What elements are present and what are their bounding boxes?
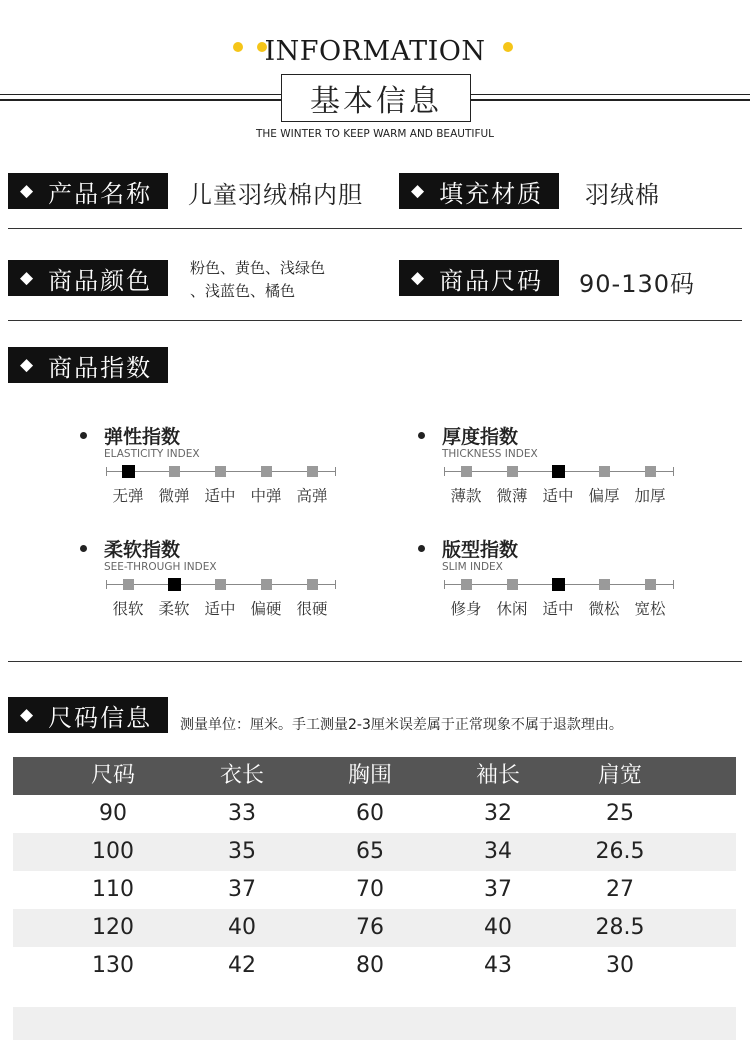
divider	[8, 661, 742, 662]
table-empty-row	[13, 1007, 736, 1040]
table-row	[13, 795, 736, 833]
table-cell: 120	[92, 915, 134, 940]
divider	[8, 228, 742, 229]
table-cell: 35	[228, 839, 256, 864]
tag-product-size	[399, 260, 559, 296]
table-cell: 袖长	[475, 763, 520, 788]
scale-label: 微松	[588, 600, 620, 618]
index-title: 厚度指数	[442, 426, 519, 448]
scale-end-tick	[444, 467, 445, 476]
index-labels	[418, 597, 678, 619]
header-rule-left-top	[0, 94, 281, 95]
table-cell: 80	[356, 953, 384, 978]
index-scale	[444, 577, 674, 591]
scale-marker	[215, 579, 226, 590]
table-cell: 42	[228, 953, 256, 978]
table-cell: 25	[606, 801, 634, 826]
diamond-icon: ◆	[20, 355, 36, 375]
scale-label: 微薄	[496, 487, 528, 505]
table-cell: 90	[99, 801, 127, 826]
scale-end-tick	[106, 580, 107, 589]
diamond-icon: ◆	[20, 268, 36, 288]
tag-product-color	[8, 260, 168, 296]
bullet-icon	[80, 545, 87, 552]
tag-product-name	[8, 173, 168, 209]
index-scale	[106, 577, 336, 591]
scale-marker-selected	[552, 465, 565, 478]
scale-label: 薄款	[450, 487, 482, 505]
index-english: THICKNESS INDEX	[442, 448, 538, 460]
scale-end-tick	[673, 467, 674, 476]
scale-marker-selected	[168, 578, 181, 591]
table-row	[13, 871, 736, 909]
tag-label: 商品指数	[48, 353, 153, 382]
scale-label: 适中	[542, 600, 574, 618]
measurement-note: 测量单位：厘米。手工测量2-3厘米误差属于正常现象不属于退款理由。	[180, 717, 623, 733]
scale-label: 很软	[112, 600, 144, 618]
scale-marker-selected	[552, 578, 565, 591]
product-color-value	[190, 257, 325, 303]
scale-label: 很硬	[296, 600, 328, 618]
header-subtitle-box: 基本信息	[281, 74, 471, 122]
header-tagline: THE WINTER TO KEEP WARM AND BEAUTIFUL	[255, 128, 495, 140]
scale-label: 高弹	[296, 487, 328, 505]
scale-marker	[215, 466, 226, 477]
scale-marker	[307, 466, 318, 477]
tag-label: 填充材质	[439, 179, 544, 208]
table-cell: 33	[228, 801, 256, 826]
diamond-icon: ◆	[20, 181, 36, 201]
table-cell: 130	[92, 953, 134, 978]
scale-label: 偏硬	[250, 600, 282, 618]
index-title: 弹性指数	[104, 426, 181, 448]
tag-label: 尺码信息	[48, 703, 153, 732]
index-english: SLIM INDEX	[442, 561, 503, 573]
divider	[8, 320, 742, 321]
scale-marker	[169, 466, 180, 477]
scale-marker	[507, 579, 518, 590]
scale-end-tick	[335, 580, 336, 589]
scale-label: 偏厚	[588, 487, 620, 505]
index-scale	[444, 464, 674, 478]
scale-label: 适中	[204, 600, 236, 618]
table-cell: 衣长	[219, 763, 264, 788]
tag-label: 商品尺码	[439, 266, 544, 295]
table-cell: 27	[606, 877, 634, 902]
scale-label: 适中	[542, 487, 574, 505]
bullet-icon	[80, 432, 87, 439]
index-english: ELASTICITY INDEX	[104, 448, 200, 460]
index-title: 版型指数	[442, 539, 519, 561]
table-row	[13, 833, 736, 871]
diamond-icon: ◆	[20, 705, 36, 725]
table-cell: 37	[228, 877, 256, 902]
scale-label: 适中	[204, 487, 236, 505]
table-row	[13, 909, 736, 947]
color-line-1: 粉色、黄色、浅绿色	[190, 259, 326, 277]
scale-marker	[645, 579, 656, 590]
table-cell: 32	[484, 801, 512, 826]
scale-marker	[123, 579, 134, 590]
index-labels	[418, 484, 678, 506]
scale-marker	[599, 579, 610, 590]
index-labels	[80, 484, 340, 506]
table-cell: 37	[484, 877, 512, 902]
tag-label: 商品颜色	[48, 266, 153, 295]
scale-label: 无弹	[112, 487, 144, 505]
scale-label: 休闲	[496, 600, 528, 618]
scale-marker	[645, 466, 656, 477]
scale-marker	[461, 579, 472, 590]
table-cell: 肩宽	[597, 763, 642, 788]
header-rule-right-top	[471, 94, 750, 95]
table-cell: 34	[484, 839, 512, 864]
table-cell: 60	[356, 801, 384, 826]
table-cell: 28.5	[595, 915, 645, 940]
diamond-icon: ◆	[411, 268, 427, 288]
tag-product-index	[8, 347, 168, 383]
scale-end-tick	[673, 580, 674, 589]
scale-label: 加厚	[634, 487, 666, 505]
bullet-icon	[418, 432, 425, 439]
tag-label: 产品名称	[48, 179, 153, 208]
table-cell: 40	[484, 915, 512, 940]
scale-marker	[307, 579, 318, 590]
scale-label: 修身	[450, 600, 482, 618]
scale-label: 宽松	[634, 600, 666, 618]
scale-label: 柔软	[158, 600, 190, 618]
scale-label: 中弹	[250, 487, 282, 505]
scale-marker-selected	[122, 465, 135, 478]
scale-label: 微弹	[158, 487, 190, 505]
table-cell: 胸围	[347, 763, 392, 788]
size-table	[13, 757, 736, 1040]
table-cell: 43	[484, 953, 512, 978]
product-size-value: 90-130码	[579, 270, 696, 298]
bullet-icon	[418, 545, 425, 552]
table-cell: 26.5	[595, 839, 645, 864]
scale-end-tick	[335, 467, 336, 476]
table-cell: 40	[228, 915, 256, 940]
scale-marker	[507, 466, 518, 477]
index-scale	[106, 464, 336, 478]
scale-marker	[461, 466, 472, 477]
table-cell: 76	[356, 915, 384, 940]
table-cell: 30	[606, 953, 634, 978]
scale-marker	[599, 466, 610, 477]
header-rule-left-bottom	[0, 99, 281, 101]
table-cell: 尺码	[90, 763, 135, 788]
table-cell: 70	[356, 877, 384, 902]
header-rule-right-bottom	[471, 99, 750, 101]
diamond-icon: ◆	[411, 181, 427, 201]
index-title: 柔软指数	[104, 539, 181, 561]
product-name-value: 儿童羽绒棉内胆	[188, 181, 363, 209]
index-english: SEE-THROUGH INDEX	[104, 561, 217, 573]
table-cell: 110	[92, 877, 134, 902]
scale-end-tick	[106, 467, 107, 476]
tag-size-info	[8, 697, 168, 733]
table-header-row	[13, 757, 736, 795]
header-title: INFORMATION	[264, 36, 486, 67]
fill-material-value: 羽绒棉	[585, 181, 660, 209]
table-cell: 65	[356, 839, 384, 864]
table-row	[13, 947, 736, 985]
scale-end-tick	[444, 580, 445, 589]
table-cell: 100	[92, 839, 134, 864]
index-labels	[80, 597, 340, 619]
scale-marker	[261, 466, 272, 477]
table-spacer	[13, 985, 736, 1007]
color-line-2: 、浅蓝色、橘色	[190, 282, 296, 300]
scale-marker	[261, 579, 272, 590]
tag-fill-material	[399, 173, 559, 209]
